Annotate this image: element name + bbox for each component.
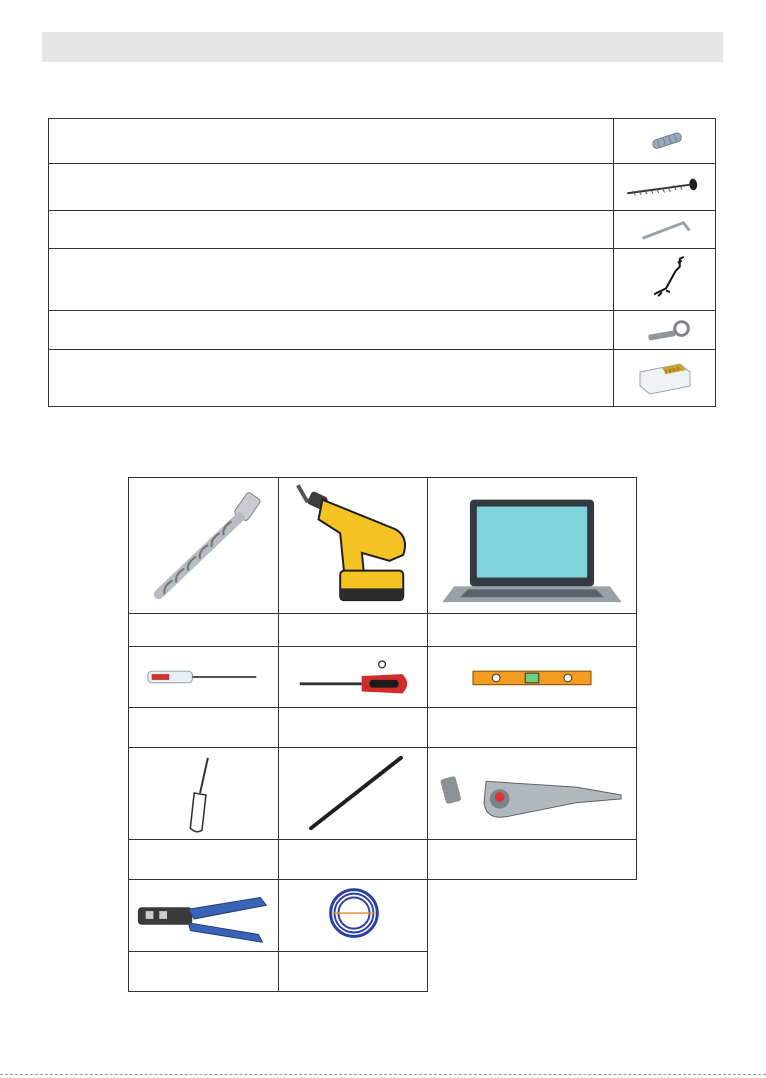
- small-screwdriver-icon: [129, 748, 278, 839]
- part-description: [49, 119, 614, 163]
- triangle-key-icon: [614, 311, 715, 349]
- parts-row: [49, 249, 715, 311]
- parts-row: [49, 211, 715, 249]
- tool-image-cell: [278, 646, 428, 708]
- drill-bit-icon: [129, 478, 278, 613]
- tool-image-cell: [427, 646, 637, 708]
- crimping-tool-icon: [129, 880, 278, 951]
- section-header-bar: [42, 32, 723, 62]
- parts-row: [49, 311, 715, 350]
- part-description: [49, 311, 614, 349]
- wall-plug-icon: [614, 119, 715, 163]
- screwdriver-icon: [279, 647, 427, 707]
- tool-image-cell: [278, 879, 428, 952]
- part-description: [49, 211, 614, 248]
- spirit-level-icon: [428, 647, 636, 707]
- tool-label-cell: [278, 951, 428, 992]
- bracket-wire-icon: [614, 249, 715, 310]
- tool-image-cell: [128, 477, 279, 614]
- tool-image-cell: [128, 646, 279, 708]
- tool-image-cell: [128, 747, 279, 840]
- tool-label-cell: [128, 951, 279, 992]
- tool-label-cell: [128, 839, 279, 880]
- tool-label-cell: [128, 707, 279, 748]
- tool-label-cell: [278, 613, 428, 647]
- screw-icon: [614, 164, 715, 210]
- tool-label-cell: [427, 613, 637, 647]
- parts-row: [49, 119, 715, 164]
- tool-label-cell: [278, 707, 428, 748]
- laptop-icon: [428, 478, 636, 613]
- torx-angle-adapter-icon: [428, 748, 636, 839]
- tool-label-cell: [427, 839, 637, 880]
- part-description: [49, 350, 614, 406]
- page-bottom-divider: [0, 1074, 766, 1075]
- tool-image-cell: [278, 477, 428, 614]
- parts-row: [49, 164, 715, 211]
- tool-image-cell: [128, 879, 279, 952]
- allen-key-icon: [614, 211, 715, 248]
- tool-image-cell: [427, 747, 637, 840]
- parts-row: [49, 350, 715, 406]
- cordless-drill-icon: [279, 478, 427, 613]
- tools-table: [128, 477, 637, 992]
- tool-image-cell: [427, 477, 637, 614]
- tool-label-cell: [278, 839, 428, 880]
- part-description: [49, 249, 614, 310]
- wire-probe-icon: [279, 748, 427, 839]
- rj45-connector-icon: [614, 350, 715, 406]
- part-description: [49, 164, 614, 210]
- cable-coil-icon: [279, 880, 427, 951]
- parts-table: [48, 118, 716, 407]
- tool-label-cell: [128, 613, 279, 647]
- tool-image-cell: [278, 747, 428, 840]
- tool-label-cell: [427, 707, 637, 748]
- voltage-tester-screwdriver-icon: [129, 647, 278, 707]
